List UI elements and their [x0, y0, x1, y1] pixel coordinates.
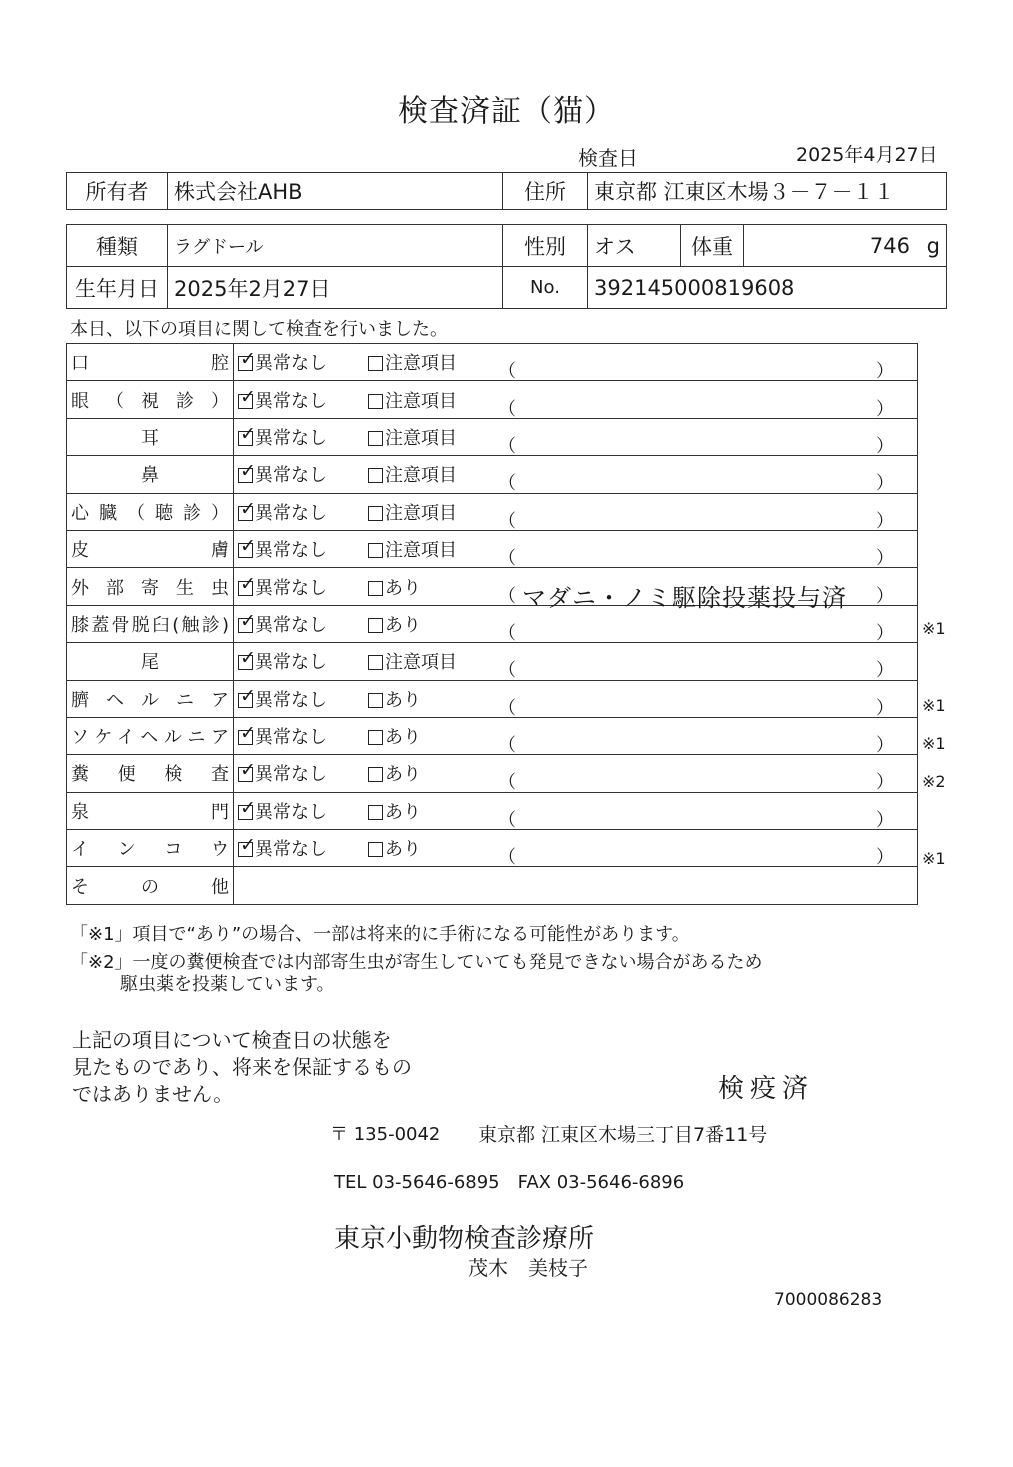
inspection-options — [234, 344, 918, 381]
inspection-label: 眼（視診） — [67, 381, 234, 418]
option-secondary-label: 注意項目 — [385, 353, 457, 375]
paren-close: ） — [876, 772, 894, 794]
paren-open: （ — [498, 847, 516, 869]
inspection-row — [67, 568, 918, 605]
option-secondary[interactable] — [368, 723, 498, 749]
option-secondary[interactable] — [368, 461, 498, 487]
checked-box-icon[interactable] — [238, 356, 253, 371]
sex-value: オス — [588, 225, 681, 267]
option-normal-label: 異常なし — [255, 577, 327, 599]
paren-open: （ — [498, 809, 516, 831]
paren-open: （ — [498, 435, 516, 457]
intro-text: 本日、以下の項目に関して検査を行いました。 — [70, 319, 448, 340]
inspection-row — [67, 456, 918, 493]
checkbox-icon[interactable] — [368, 356, 383, 371]
checked-box-icon[interactable] — [238, 581, 253, 596]
checked-box-icon[interactable] — [238, 468, 253, 483]
checkbox-icon[interactable] — [368, 805, 383, 820]
inspection-row — [67, 830, 918, 867]
option-normal[interactable] — [238, 499, 368, 525]
checkbox-icon[interactable] — [368, 431, 383, 446]
contact-numbers: TEL 03-5646-6895 FAX 03-5646-6896 — [334, 1172, 685, 1193]
exam-date-value: 2025年4月27日 — [796, 144, 938, 166]
owner-table — [66, 172, 947, 210]
option-normal-label: 異常なし — [255, 801, 327, 823]
option-normal[interactable] — [238, 611, 368, 637]
inspection-row — [67, 792, 918, 829]
option-normal-label: 異常なし — [255, 427, 327, 449]
checked-box-icon[interactable] — [238, 618, 253, 633]
number-label: No. — [503, 267, 588, 309]
inspection-table — [66, 343, 918, 905]
paren-close: ） — [876, 585, 894, 607]
footnote-1: 「※1」項目で“あり”の場合、一部は将来的に手術になる可能性があります。 — [70, 924, 690, 945]
other-value — [234, 867, 918, 904]
paren-open: （ — [498, 548, 516, 570]
inspection-row — [67, 717, 918, 754]
option-normal-label: 異常なし — [255, 502, 327, 524]
option-secondary[interactable] — [368, 349, 498, 375]
option-secondary-label: 注意項目 — [385, 465, 457, 487]
footnote-mark: ※1 — [922, 619, 946, 639]
footnote-mark: ※1 — [922, 695, 946, 715]
paren-close: ） — [876, 473, 894, 495]
paren-open: （ — [498, 473, 516, 495]
option-secondary[interactable] — [368, 648, 498, 674]
paren-close: ） — [876, 548, 894, 570]
option-normal[interactable] — [238, 349, 368, 375]
paren-open: （ — [498, 398, 516, 420]
veterinarian-name: 茂木 美枝子 — [468, 1256, 588, 1280]
inspection-label: 鼻 — [67, 456, 234, 493]
breed-value: ラグドール — [168, 225, 503, 267]
option-normal-label: 異常なし — [255, 764, 327, 786]
option-normal[interactable] — [238, 648, 368, 674]
inspection-label: 皮膚 — [67, 530, 234, 567]
paren-open: （ — [498, 772, 516, 794]
option-secondary-label: あり — [385, 764, 421, 786]
inspection-options — [234, 530, 918, 570]
paren-open: （ — [498, 585, 516, 607]
option-normal[interactable] — [238, 835, 368, 861]
option-secondary-label: あり — [385, 727, 421, 749]
checkbox-icon[interactable] — [368, 767, 383, 782]
inspection-options — [234, 680, 918, 717]
option-normal-label: 異常なし — [255, 353, 327, 375]
inspection-options — [234, 493, 918, 530]
option-secondary[interactable] — [368, 387, 498, 413]
inspection-row — [67, 530, 918, 567]
checkbox-icon[interactable] — [368, 543, 383, 558]
checked-box-icon[interactable] — [238, 842, 253, 857]
option-secondary[interactable] — [368, 574, 498, 600]
inspection-options — [234, 830, 918, 867]
checkbox-icon[interactable] — [368, 581, 383, 596]
option-secondary-label: 注意項目 — [385, 427, 457, 449]
checked-box-icon[interactable] — [238, 655, 253, 670]
option-secondary-label: あり — [385, 689, 421, 711]
paren-close: ） — [876, 398, 894, 420]
clinic-address: 東京都 江東区木場三丁目7番11号 — [478, 1124, 768, 1146]
option-normal-label: 異常なし — [255, 727, 327, 749]
weight-value: 746 — [869, 233, 910, 258]
inspection-options — [234, 381, 918, 418]
inspection-label: 臍ヘルニア — [67, 680, 234, 717]
inspection-options — [234, 456, 918, 493]
option-secondary[interactable] — [368, 424, 498, 450]
option-normal-label: 異常なし — [255, 839, 327, 861]
inspection-options — [234, 568, 918, 612]
sex-label: 性別 — [503, 225, 588, 267]
inspection-label: 尾 — [67, 643, 234, 680]
option-secondary-label: 注意項目 — [385, 502, 457, 524]
option-normal[interactable] — [238, 574, 368, 600]
checkbox-icon[interactable] — [368, 842, 383, 857]
inspection-options — [234, 418, 918, 455]
checkbox-icon[interactable] — [368, 730, 383, 745]
address-label: 住所 — [503, 173, 588, 210]
inspection-row — [67, 381, 918, 418]
inspection-label: 心臓（聴診） — [67, 493, 234, 530]
checked-box-icon[interactable] — [238, 730, 253, 745]
option-normal[interactable] — [238, 387, 368, 413]
footnote-mark: ※1 — [922, 734, 946, 753]
inspection-options — [234, 755, 918, 792]
paren-close: ） — [876, 847, 894, 869]
checked-box-icon[interactable] — [238, 394, 253, 409]
option-normal-label: 異常なし — [255, 390, 327, 412]
option-secondary[interactable] — [368, 835, 498, 861]
quarantine-stamp: 検疫済 — [718, 1074, 815, 1104]
birth-label: 生年月日 — [67, 267, 168, 309]
inspection-label: 外部寄生虫 — [67, 568, 234, 605]
owner-value: 株式会社AHB — [168, 173, 503, 210]
checkbox-icon[interactable] — [368, 394, 383, 409]
paren-close: ） — [876, 660, 894, 682]
other-label: その他 — [67, 867, 234, 904]
exam-date-label: 検査日 — [578, 146, 638, 170]
inspection-label: ソケイヘルニア — [67, 717, 234, 754]
closing-statement: 上記の項目について検査日の状態を 見たものであり、将来を保証するもの ではありません。 — [72, 1028, 412, 1106]
paren-close: ） — [876, 622, 894, 644]
footnote-2-cont: 駆虫薬を投薬しています。 — [120, 974, 335, 995]
birth-value: 2025年2月27日 — [168, 267, 503, 309]
checked-box-icon[interactable] — [238, 431, 253, 446]
weight-label: 体重 — [681, 225, 744, 267]
inspection-row — [67, 680, 918, 717]
option-secondary[interactable] — [368, 499, 498, 525]
checkbox-icon[interactable] — [368, 693, 383, 708]
option-secondary[interactable] — [368, 686, 498, 712]
inspection-options — [234, 717, 918, 757]
option-secondary-label: あり — [385, 614, 421, 636]
inspection-row — [67, 418, 918, 455]
option-normal[interactable] — [238, 424, 368, 450]
postal-code: 〒 135-0042 — [330, 1124, 441, 1145]
option-normal[interactable] — [238, 760, 368, 786]
paren-open: （ — [498, 660, 516, 682]
checked-box-icon[interactable] — [238, 543, 253, 558]
pet-table — [66, 224, 947, 309]
option-secondary[interactable] — [368, 798, 498, 824]
checkbox-icon[interactable] — [368, 468, 383, 483]
paren-open: （ — [498, 361, 516, 383]
weight-cell — [744, 225, 947, 267]
option-secondary[interactable] — [368, 536, 498, 562]
option-normal[interactable] — [238, 798, 368, 824]
inspection-row — [67, 493, 918, 530]
option-normal[interactable] — [238, 461, 368, 487]
checked-box-icon[interactable] — [238, 767, 253, 782]
paren-open: （ — [498, 697, 516, 719]
option-secondary-label: 注意項目 — [385, 652, 457, 674]
option-secondary-label: あり — [385, 839, 421, 861]
option-normal[interactable] — [238, 723, 368, 749]
note-text: マダニ・ノミ駆除投薬投与済 — [522, 583, 847, 612]
paren-close: ） — [876, 510, 894, 532]
option-secondary-label: あり — [385, 577, 421, 599]
inspection-row — [67, 643, 918, 680]
paren-close: ） — [876, 435, 894, 457]
address-value: 東京都 江東区木場３－７－１１ — [588, 173, 947, 210]
footnote-mark: ※2 — [922, 772, 946, 792]
inspection-options — [234, 792, 918, 829]
paren-open: （ — [498, 510, 516, 532]
option-secondary[interactable] — [368, 611, 498, 637]
footnote-2: 「※2」一度の糞便検査では内部寄生虫が寄生していても発見できない場合があるため — [70, 952, 763, 973]
checked-box-icon[interactable] — [238, 693, 253, 708]
checkbox-icon[interactable] — [368, 506, 383, 521]
paren-open: （ — [498, 622, 516, 644]
option-normal[interactable] — [238, 686, 368, 712]
paren-open: （ — [498, 735, 516, 757]
weight-unit: g — [926, 233, 940, 258]
option-secondary[interactable] — [368, 760, 498, 786]
checkbox-icon[interactable] — [368, 618, 383, 633]
option-secondary-label: あり — [385, 801, 421, 823]
option-normal-label: 異常なし — [255, 652, 327, 674]
owner-label: 所有者 — [67, 173, 168, 210]
option-secondary-label: 注意項目 — [385, 390, 457, 412]
inspection-label: 泉門 — [67, 792, 234, 829]
clinic-name: 東京小動物検査診療所 — [334, 1224, 595, 1254]
checked-box-icon[interactable] — [238, 506, 253, 521]
option-secondary-label: 注意項目 — [385, 540, 457, 562]
number-value: 392145000819608 — [588, 267, 947, 309]
option-normal-label: 異常なし — [255, 689, 327, 711]
inspection-label: 口腔 — [67, 344, 234, 381]
inspection-label: 膝蓋骨脱臼(触診) — [67, 605, 234, 642]
checkbox-icon[interactable] — [368, 655, 383, 670]
inspection-label: インコウ — [67, 830, 234, 867]
option-normal-label: 異常なし — [255, 614, 327, 636]
checked-box-icon[interactable] — [238, 805, 253, 820]
paren-close: ） — [876, 697, 894, 719]
document-code: 7000086283 — [774, 1290, 883, 1310]
option-normal-label: 異常なし — [255, 465, 327, 487]
breed-label: 種類 — [67, 225, 168, 267]
inspection-options — [234, 643, 918, 680]
option-normal-label: 異常なし — [255, 540, 327, 562]
paren-close: ） — [876, 809, 894, 831]
page-title: 検査済証（猫） — [398, 94, 615, 129]
inspection-row — [67, 755, 918, 792]
paren-close: ） — [876, 735, 894, 757]
inspection-row — [67, 344, 918, 381]
footnote-mark: ※1 — [922, 848, 946, 868]
inspection-label: 糞便検査 — [67, 755, 234, 792]
inspection-label: 耳 — [67, 418, 234, 455]
option-normal[interactable] — [238, 536, 368, 562]
paren-close: ） — [876, 361, 894, 383]
